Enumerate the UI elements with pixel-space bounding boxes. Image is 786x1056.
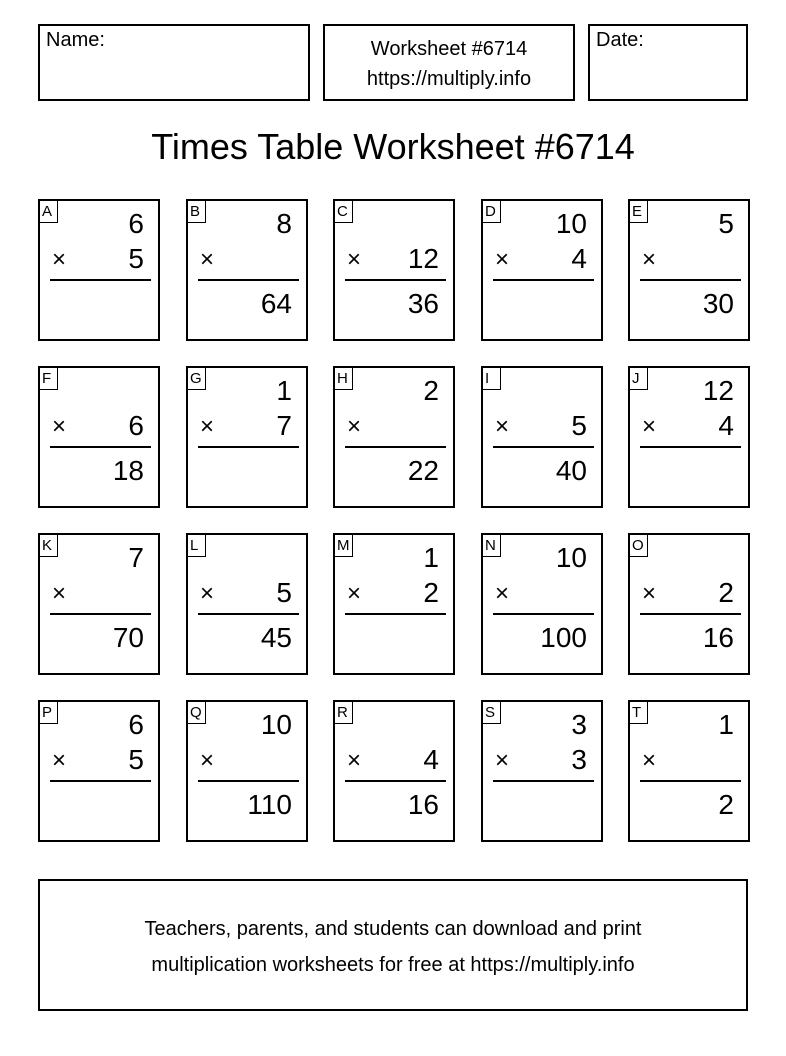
bottom-factor: 12: [407, 243, 439, 274]
problem-label: H: [335, 368, 353, 390]
product: 16: [702, 622, 734, 653]
problem-label: M: [335, 535, 353, 557]
times-symbol: ×: [52, 413, 67, 440]
times-symbol: ×: [200, 747, 215, 774]
problem-g: [186, 366, 308, 508]
problem-label: R: [335, 702, 353, 724]
problem-s: [481, 700, 603, 842]
problem-label: E: [630, 201, 648, 223]
top-factor: 1: [276, 375, 292, 406]
answer-line: [50, 613, 151, 615]
times-symbol: ×: [52, 580, 67, 607]
problem-label: C: [335, 201, 353, 223]
bottom-factor: 5: [128, 243, 144, 274]
top-factor: 10: [555, 208, 587, 239]
page-title: Times Table Worksheet #6714: [151, 126, 635, 167]
times-symbol: ×: [642, 580, 657, 607]
worksheet-number: Worksheet #6714: [370, 38, 528, 60]
times-symbol: ×: [495, 246, 510, 273]
problem-q: [186, 700, 308, 842]
times-symbol: ×: [347, 413, 362, 440]
problem-label: K: [40, 535, 58, 557]
answer-line: [493, 446, 594, 448]
footer-line-1: Teachers, parents, and students can download and print: [144, 918, 642, 940]
problem-label: L: [188, 535, 206, 557]
problem-j: [628, 366, 750, 508]
bottom-factor: 5: [571, 410, 587, 441]
answer-line: [345, 780, 446, 782]
product: 70: [112, 622, 144, 653]
top-factor: 3: [571, 709, 587, 740]
problem-k: [38, 533, 160, 675]
product: 64: [260, 288, 292, 319]
times-symbol: ×: [52, 747, 67, 774]
name-label: Name:: [46, 29, 105, 51]
product: 18: [112, 455, 144, 486]
times-symbol: ×: [495, 747, 510, 774]
answer-line: [345, 279, 446, 281]
worksheet-url: https://multiply.info: [366, 68, 532, 90]
problem-grid: [38, 199, 750, 844]
times-symbol: ×: [347, 580, 362, 607]
problem-label: Q: [188, 702, 206, 724]
top-factor: 2: [423, 375, 439, 406]
answer-line: [640, 613, 741, 615]
worksheet-info-box: [323, 24, 575, 101]
answer-line: [493, 780, 594, 782]
answer-line: [345, 446, 446, 448]
times-symbol: ×: [642, 246, 657, 273]
answer-line: [640, 446, 741, 448]
top-factor: 8: [276, 208, 292, 239]
problem-p: [38, 700, 160, 842]
answer-line: [50, 780, 151, 782]
date-label: Date:: [596, 29, 644, 51]
bottom-factor: 2: [718, 577, 734, 608]
problem-label: B: [188, 201, 206, 223]
product: 16: [407, 789, 439, 820]
product: 40: [555, 455, 587, 486]
answer-line: [640, 780, 741, 782]
problem-t: [628, 700, 750, 842]
answer-line: [50, 279, 151, 281]
answer-line: [345, 613, 446, 615]
top-factor: 6: [128, 208, 144, 239]
problem-o: [628, 533, 750, 675]
answer-line: [493, 279, 594, 281]
problem-label: I: [483, 368, 501, 390]
problem-label: O: [630, 535, 648, 557]
footer-line-2: multiplication worksheets for free at https://multiply.info: [151, 954, 635, 976]
footer-box: [38, 879, 748, 1011]
problem-b: [186, 199, 308, 341]
times-symbol: ×: [347, 246, 362, 273]
problem-n: [481, 533, 603, 675]
top-factor: 5: [718, 208, 734, 239]
top-factor: 1: [423, 542, 439, 573]
answer-line: [50, 446, 151, 448]
name-field[interactable]: [38, 24, 310, 101]
problem-label: A: [40, 201, 58, 223]
product: 100: [540, 622, 587, 653]
bottom-factor: 3: [571, 744, 587, 775]
problem-r: [333, 700, 455, 842]
problem-a: [38, 199, 160, 341]
times-symbol: ×: [200, 246, 215, 273]
problem-label: N: [483, 535, 501, 557]
times-symbol: ×: [495, 413, 510, 440]
bottom-factor: 2: [423, 577, 439, 608]
product: 45: [260, 622, 292, 653]
problem-m: [333, 533, 455, 675]
problem-label: J: [630, 368, 648, 390]
bottom-factor: 7: [276, 410, 292, 441]
problem-label: S: [483, 702, 501, 724]
times-symbol: ×: [52, 246, 67, 273]
top-factor: 7: [128, 542, 144, 573]
answer-line: [198, 279, 299, 281]
problem-label: G: [188, 368, 206, 390]
answer-line: [640, 279, 741, 281]
times-symbol: ×: [495, 580, 510, 607]
bottom-factor: 4: [718, 410, 734, 441]
answer-line: [198, 780, 299, 782]
product: 22: [407, 455, 439, 486]
problem-f: [38, 366, 160, 508]
times-symbol: ×: [200, 580, 215, 607]
problem-h: [333, 366, 455, 508]
top-factor: 1: [718, 709, 734, 740]
problem-label: P: [40, 702, 58, 724]
top-factor: 10: [260, 709, 292, 740]
problem-label: T: [630, 702, 648, 724]
bottom-factor: 6: [128, 410, 144, 441]
bottom-factor: 4: [571, 243, 587, 274]
date-field[interactable]: [588, 24, 748, 101]
top-factor: 10: [555, 542, 587, 573]
problem-d: [481, 199, 603, 341]
bottom-factor: 5: [276, 577, 292, 608]
answer-line: [198, 446, 299, 448]
problem-label: F: [40, 368, 58, 390]
times-symbol: ×: [200, 413, 215, 440]
product: 30: [702, 288, 734, 319]
product: 110: [247, 789, 292, 820]
problem-e: [628, 199, 750, 341]
problem-c: [333, 199, 455, 341]
product: 2: [718, 789, 734, 820]
answer-line: [493, 613, 594, 615]
times-symbol: ×: [642, 747, 657, 774]
bottom-factor: 4: [423, 744, 439, 775]
problem-i: [481, 366, 603, 508]
times-symbol: ×: [347, 747, 362, 774]
top-factor: 6: [128, 709, 144, 740]
product: 36: [407, 288, 439, 319]
problem-label: D: [483, 201, 501, 223]
bottom-factor: 5: [128, 744, 144, 775]
problem-l: [186, 533, 308, 675]
top-factor: 12: [702, 375, 734, 406]
times-symbol: ×: [642, 413, 657, 440]
answer-line: [198, 613, 299, 615]
